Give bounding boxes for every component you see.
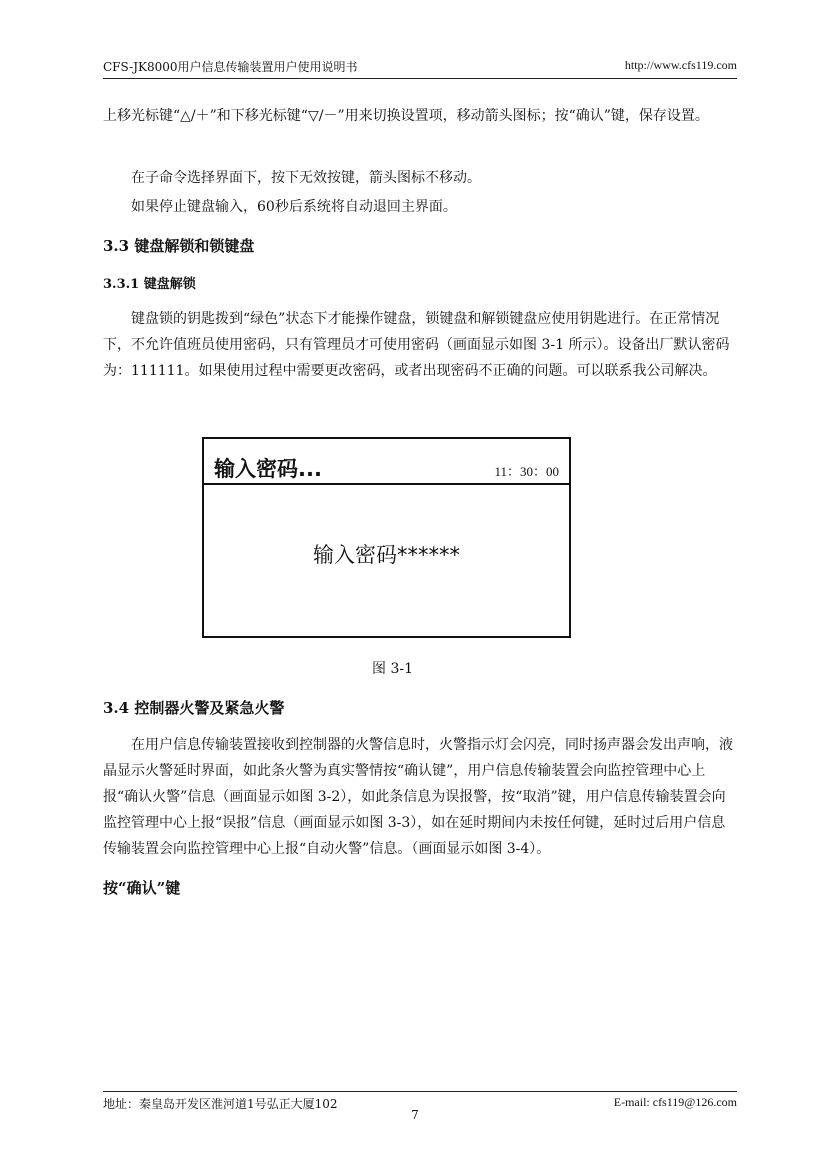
section-3-3-body: 键盘锁的钥匙拨到“绿色”状态下才能操作键盘，锁键盘和解锁键盘应使用钥匙进行。在正常情况下，不允许值班员使用密码，只有管理员才可使用密码（画面显示如图 3-1 所示）。设备出厂默认密码为：111111。如果使用过程中需要更改密码，或者出现密码不正确的问题。可以联系我公司解决。: [103, 311, 730, 379]
footer-address: 地址：秦皇岛开发区淮河道1号弘正大厦102: [103, 1097, 338, 1111]
lcd-title-bar: [204, 439, 569, 485]
header-url[interactable]: http://www.cfs119.com: [624, 58, 737, 72]
page-header: [103, 58, 737, 79]
confirm-key-heading: 按“确认”键: [103, 879, 181, 897]
lcd-title: 输入密码...: [214, 457, 322, 481]
page-number: 7: [411, 1108, 419, 1122]
section-3-3-heading: 3.3 键盘解锁和锁键盘: [103, 237, 255, 255]
intro-paragraph-2: 在子命令选择界面下，按下无效按键，箭头图标不移动。: [131, 170, 481, 186]
lcd-password-prompt: 输入密码******: [313, 543, 460, 567]
footer-email[interactable]: E-mail: cfs119@126.com: [613, 1095, 737, 1109]
intro-paragraph-1: 上移光标键“△/＋”和下移光标键“▽/－”用来切换设置项，移动箭头图标；按“确认”键，保存设置。: [103, 108, 709, 124]
lcd-screen-figure: [202, 437, 571, 638]
intro-paragraph-3: 如果停止键盘输入，60秒后系统将自动退回主界面。: [131, 199, 457, 215]
header-title: CFS-JK8000用户信息传输装置用户使用说明书: [103, 60, 358, 74]
section-3-4-body: 在用户信息传输装置接收到控制器的火警信息时，火警指示灯会闪亮，同时扬声器会发出声响，液晶显示火警延时界面，如此条火警为真实警情按“确认键”，用户信息传输装置会向监控管理中心上报“确认火警”信息（画面显示如图 3-2），如此条信息为误报警，按“取消”键，用户信息传输装置会向监控管理中心上报“误报”信息（画面显示如图 3-3），如在延时期间内未按任何键，延时过后用户信息传输装置会向监控管理中心上报“自动火警”信息。（画面显示如图 3-4）。: [103, 737, 733, 857]
section-3-4-heading: 3.4 控制器火警及紧急火警: [103, 699, 285, 717]
section-3-3-1-heading: 3.3.1 键盘解锁: [103, 277, 196, 292]
lcd-time: 11：30：00: [494, 464, 559, 479]
figure-caption: 图 3-1: [372, 661, 413, 677]
